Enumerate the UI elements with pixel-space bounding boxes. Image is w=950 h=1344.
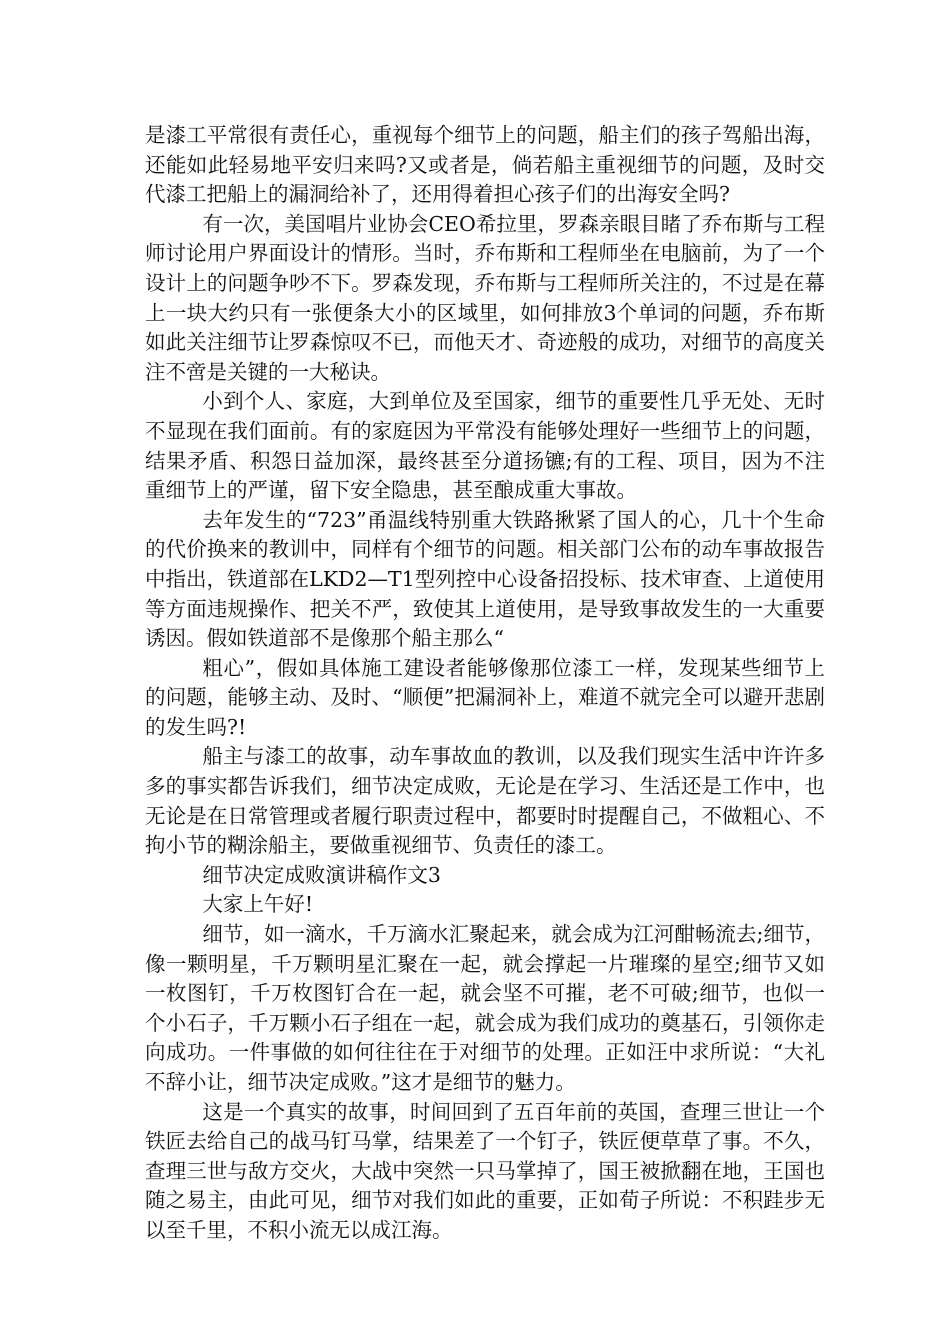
document-body (145, 121, 825, 1246)
section-title: 细节决定成败演讲稿作文3 (202, 862, 441, 887)
paragraph-jobs-story: 有一次，美国唱片业协会CEO希拉里，罗森亲眼目睹了乔布斯与工程师讨论用户界面设计的情形。当时，乔布斯和工程师坐在电脑前，为了一个设计上的问题争吵不下。罗森发现，乔布斯与工程师所关注的，不过是在幕上一块大约只有一张便条大小的区域里，如何排放3个单词的问题，乔布斯如此关注细节让罗森惊叹不已，而他天才、奇迹般的成功，对细节的高度关注不啻是关键的一大秘诀。 (145, 211, 825, 384)
paragraph-richard-story: 这是一个真实的故事，时间回到了五百年前的英国，查理三世让一个铁匠去给自己的战马钉马掌，结果差了一个钉子，铁匠便草草了事。不久，查理三世与敌方交火，大战中突然一只马掌掉了，国王被掀翻在地，王国也随之易主，由此可见，细节对我们如此的重要，正如荀子所说：不积跬步无以至千里，不积小流无以成江海。 (145, 1099, 825, 1242)
paragraph-continuation: 是漆工平常很有责任心，重视每个细节上的问题，船主们的孩子驾船出海，还能如此轻易地平安归来吗?又或者是，倘若船主重视细节的问题，及时交代漆工把船上的漏洞给补了，还用得着担心孩子们的出海安全吗? (145, 123, 825, 207)
paragraph-metaphor: 细节，如一滴水，千万滴水汇聚起来，就会成为江河酣畅流去;细节，像一颗明星，千万颗明星汇聚在一起，就会撑起一片璀璨的星空;细节又如一枚图钉，千万枚图钉合在一起，就会坚不可摧，老不可破;细节，也似一个小石子，千万颗小石子组在一起，就会成为我们成功的奠基石，引领你走向成功。一件事做的如何往往在于对细节的处理。正如汪中求所说：“大礼不辞小让，细节决定成败。”这才是细节的魅力。 (145, 922, 825, 1094)
paragraph-rail-accident: 去年发生的“723”甬温线特别重大铁路揪紧了国人的心，几十个生命的代价换来的教训中，同样有个细节的问题。相关部门公布的动车事故报告中指出，铁道部在LKD2—T1型列控中心设备招投标、技术审查、上道使用等方面违规操作、把关不严，致使其上道使用，是导致事故发生的一大重要诱因。假如铁道部不是像那个船主那么“ (145, 507, 825, 651)
paragraph-careless: 粗心”，假如具体施工建设者能够像那位漆工一样，发现某些细节上的问题，能够主动、及时、“顺便”把漏洞补上，难道不就完全可以避开悲剧的发生吗?! (145, 655, 825, 739)
greeting: 大家上午好! (202, 892, 314, 917)
paragraph-importance: 小到个人、家庭，大到单位及至国家，细节的重要性几乎无处、无时不显现在我们面前。有的家庭因为平常没有能够处理好一些细节上的问题，结果矛盾、积怨日益加深，最终甚至分道扬镳;有的工程、项目，因为不注重细节上的严谨，留下安全隐患，甚至酿成重大事故。 (145, 389, 825, 503)
paragraph-lesson: 船主与漆工的故事，动车事故血的教训，以及我们现实生活中许许多多的事实都告诉我们，细节决定成败，无论是在学习、生活还是工作中，也无论是在日常管理或者履行职责过程中，都要时时提醒自己，不做粗心、不拘小节的糊涂船主，要做重视细节、负责任的漆工。 (145, 744, 825, 858)
